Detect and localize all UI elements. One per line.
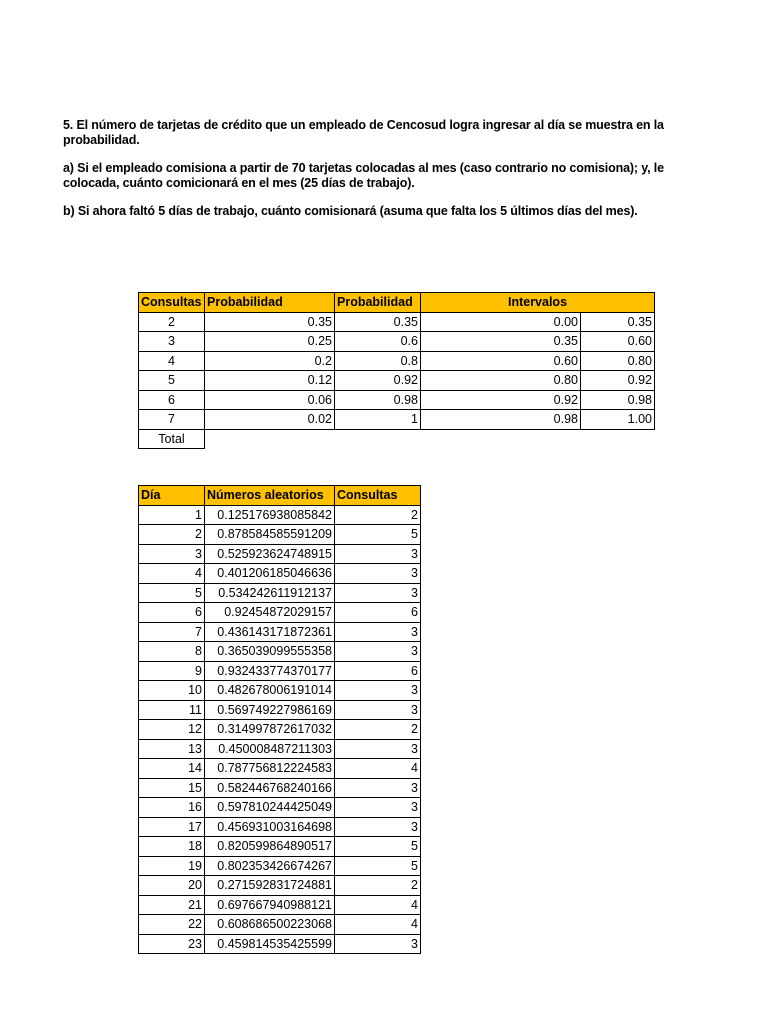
cell-numero-aleatorio: 0.820599864890517 xyxy=(205,837,335,857)
table-row xyxy=(139,351,655,371)
problem-part-b: b) Si ahora faltó 5 días de trabajo, cuánto comisionará (asuma que falta los 5 últimos días del mes). xyxy=(63,204,638,218)
cell-consultas: 3 xyxy=(335,583,421,603)
cell-consultas: 4 xyxy=(335,895,421,915)
table-row xyxy=(139,390,655,410)
cell-dia: 23 xyxy=(139,934,205,954)
cell-numero-aleatorio: 0.271592831724881 xyxy=(205,876,335,896)
cell-numero-aleatorio: 0.450008487211303 xyxy=(205,739,335,759)
cell-consultas: 4 xyxy=(139,351,205,371)
cell-probabilidad-acumulada: 1 xyxy=(335,410,421,430)
cell-consultas: 6 xyxy=(335,661,421,681)
simulation-table-body xyxy=(139,505,421,954)
cell-intervalo-inicio: 0.00 xyxy=(421,312,581,332)
table-row xyxy=(139,583,421,603)
cell-intervalo-inicio: 0.80 xyxy=(421,371,581,391)
cell-probabilidad: 0.12 xyxy=(205,371,335,391)
cell-dia: 9 xyxy=(139,661,205,681)
table-row xyxy=(139,856,421,876)
cell-numero-aleatorio: 0.534242611912137 xyxy=(205,583,335,603)
cell-consultas: 3 xyxy=(335,681,421,701)
cell-consultas: 3 xyxy=(335,817,421,837)
table-row xyxy=(139,759,421,779)
cell-consultas: 6 xyxy=(335,603,421,623)
table-row xyxy=(139,876,421,896)
table-row xyxy=(139,661,421,681)
table-row xyxy=(139,739,421,759)
cell-consultas: 5 xyxy=(139,371,205,391)
cell-intervalo-fin: 0.98 xyxy=(581,390,655,410)
cell-dia: 8 xyxy=(139,642,205,662)
table-row xyxy=(139,544,421,564)
table-row xyxy=(139,778,421,798)
table-row xyxy=(139,410,655,430)
cell-consultas: 2 xyxy=(139,312,205,332)
cell-probabilidad-acumulada: 0.35 xyxy=(335,312,421,332)
probability-table-body xyxy=(139,312,655,449)
cell-intervalo-inicio: 0.35 xyxy=(421,332,581,352)
table-row xyxy=(139,564,421,584)
cell-dia: 3 xyxy=(139,544,205,564)
cell-numero-aleatorio: 0.314997872617032 xyxy=(205,720,335,740)
table-row xyxy=(139,332,655,352)
cell-consultas: 3 xyxy=(335,778,421,798)
simulation-table xyxy=(138,485,421,954)
table-row xyxy=(139,505,421,525)
cell-dia: 1 xyxy=(139,505,205,525)
total-label: Total xyxy=(139,429,205,449)
probability-table xyxy=(138,292,655,449)
cell-consultas: 3 xyxy=(139,332,205,352)
cell-consultas: 5 xyxy=(335,525,421,545)
problem-part-a: a) Si el empleado comisiona a partir de 70 tarjetas colocadas al mes (caso contrario no comisiona); y, le colocada, cuánto comicionará en el mes (25 días de trabajo). xyxy=(63,161,664,190)
cell-dia: 16 xyxy=(139,798,205,818)
table-row xyxy=(139,681,421,701)
table-row xyxy=(139,622,421,642)
cell-dia: 13 xyxy=(139,739,205,759)
header-probabilidad: Probabilidad xyxy=(205,293,335,313)
cell-consultas: 3 xyxy=(335,934,421,954)
header-numeros-aleatorios: Números aleatorios xyxy=(205,486,335,506)
cell-numero-aleatorio: 0.582446768240166 xyxy=(205,778,335,798)
table-row xyxy=(139,798,421,818)
table-row xyxy=(139,642,421,662)
problem-intro: 5. El número de tarjetas de crédito que un empleado de Cencosud logra ingresar al día se muestra en la probabilidad. xyxy=(63,118,664,147)
cell-consultas: 4 xyxy=(335,915,421,935)
cell-numero-aleatorio: 0.482678006191014 xyxy=(205,681,335,701)
simulation-table-header xyxy=(139,486,421,506)
cell-numero-aleatorio: 0.802353426674267 xyxy=(205,856,335,876)
cell-dia: 15 xyxy=(139,778,205,798)
cell-consultas: 3 xyxy=(335,739,421,759)
cell-probabilidad: 0.06 xyxy=(205,390,335,410)
cell-probabilidad-acumulada: 0.6 xyxy=(335,332,421,352)
table-row xyxy=(139,700,421,720)
cell-consultas: 6 xyxy=(139,390,205,410)
cell-numero-aleatorio: 0.92454872029157 xyxy=(205,603,335,623)
problem-statement xyxy=(63,118,668,232)
cell-intervalo-fin: 0.92 xyxy=(581,371,655,391)
cell-dia: 6 xyxy=(139,603,205,623)
header-dia: Día xyxy=(139,486,205,506)
cell-numero-aleatorio: 0.697667940988121 xyxy=(205,895,335,915)
cell-dia: 11 xyxy=(139,700,205,720)
cell-dia: 7 xyxy=(139,622,205,642)
cell-dia: 5 xyxy=(139,583,205,603)
cell-probabilidad-acumulada: 0.92 xyxy=(335,371,421,391)
cell-numero-aleatorio: 0.878584585591209 xyxy=(205,525,335,545)
cell-numero-aleatorio: 0.459814535425599 xyxy=(205,934,335,954)
cell-numero-aleatorio: 0.525923624748915 xyxy=(205,544,335,564)
cell-consultas: 2 xyxy=(335,505,421,525)
cell-consultas: 3 xyxy=(335,622,421,642)
table-row xyxy=(139,934,421,954)
cell-intervalo-fin: 1.00 xyxy=(581,410,655,430)
total-row xyxy=(139,429,655,449)
header-consultas: Consultas xyxy=(335,486,421,506)
cell-probabilidad-acumulada: 0.8 xyxy=(335,351,421,371)
header-intervalos: Intervalos xyxy=(421,293,655,313)
cell-numero-aleatorio: 0.569749227986169 xyxy=(205,700,335,720)
cell-dia: 4 xyxy=(139,564,205,584)
cell-probabilidad: 0.02 xyxy=(205,410,335,430)
cell-dia: 20 xyxy=(139,876,205,896)
cell-consultas: 5 xyxy=(335,856,421,876)
table-row xyxy=(139,895,421,915)
table-row xyxy=(139,915,421,935)
table-row xyxy=(139,312,655,332)
cell-dia: 18 xyxy=(139,837,205,857)
cell-intervalo-inicio: 0.60 xyxy=(421,351,581,371)
cell-consultas: 5 xyxy=(335,837,421,857)
cell-dia: 14 xyxy=(139,759,205,779)
cell-numero-aleatorio: 0.365039099555358 xyxy=(205,642,335,662)
cell-intervalo-fin: 0.35 xyxy=(581,312,655,332)
cell-numero-aleatorio: 0.436143171872361 xyxy=(205,622,335,642)
cell-dia: 19 xyxy=(139,856,205,876)
cell-dia: 2 xyxy=(139,525,205,545)
cell-numero-aleatorio: 0.787756812224583 xyxy=(205,759,335,779)
cell-probabilidad: 0.25 xyxy=(205,332,335,352)
table-row xyxy=(139,720,421,740)
cell-consultas: 3 xyxy=(335,700,421,720)
cell-dia: 12 xyxy=(139,720,205,740)
cell-probabilidad-acumulada: 0.98 xyxy=(335,390,421,410)
cell-consultas: 3 xyxy=(335,642,421,662)
cell-consultas: 4 xyxy=(335,759,421,779)
cell-intervalo-inicio: 0.98 xyxy=(421,410,581,430)
cell-dia: 17 xyxy=(139,817,205,837)
cell-dia: 22 xyxy=(139,915,205,935)
cell-numero-aleatorio: 0.608686500223068 xyxy=(205,915,335,935)
cell-intervalo-fin: 0.80 xyxy=(581,351,655,371)
cell-consultas: 2 xyxy=(335,720,421,740)
cell-probabilidad: 0.35 xyxy=(205,312,335,332)
probability-table-header xyxy=(139,293,655,313)
header-probabilidad-acumulada: Probabilidad xyxy=(335,293,421,313)
cell-consultas: 2 xyxy=(335,876,421,896)
cell-intervalo-fin: 0.60 xyxy=(581,332,655,352)
cell-dia: 21 xyxy=(139,895,205,915)
table-row xyxy=(139,837,421,857)
cell-consultas: 3 xyxy=(335,544,421,564)
cell-numero-aleatorio: 0.456931003164698 xyxy=(205,817,335,837)
cell-numero-aleatorio: 0.932433774370177 xyxy=(205,661,335,681)
cell-numero-aleatorio: 0.597810244425049 xyxy=(205,798,335,818)
header-consultas: Consultas xyxy=(139,293,205,313)
table-row xyxy=(139,371,655,391)
cell-numero-aleatorio: 0.125176938085842 xyxy=(205,505,335,525)
cell-dia: 10 xyxy=(139,681,205,701)
table-row xyxy=(139,525,421,545)
cell-numero-aleatorio: 0.401206185046636 xyxy=(205,564,335,584)
cell-consultas: 3 xyxy=(335,798,421,818)
cell-intervalo-inicio: 0.92 xyxy=(421,390,581,410)
table-row xyxy=(139,817,421,837)
cell-consultas: 7 xyxy=(139,410,205,430)
cell-consultas: 3 xyxy=(335,564,421,584)
cell-probabilidad: 0.2 xyxy=(205,351,335,371)
table-row xyxy=(139,603,421,623)
